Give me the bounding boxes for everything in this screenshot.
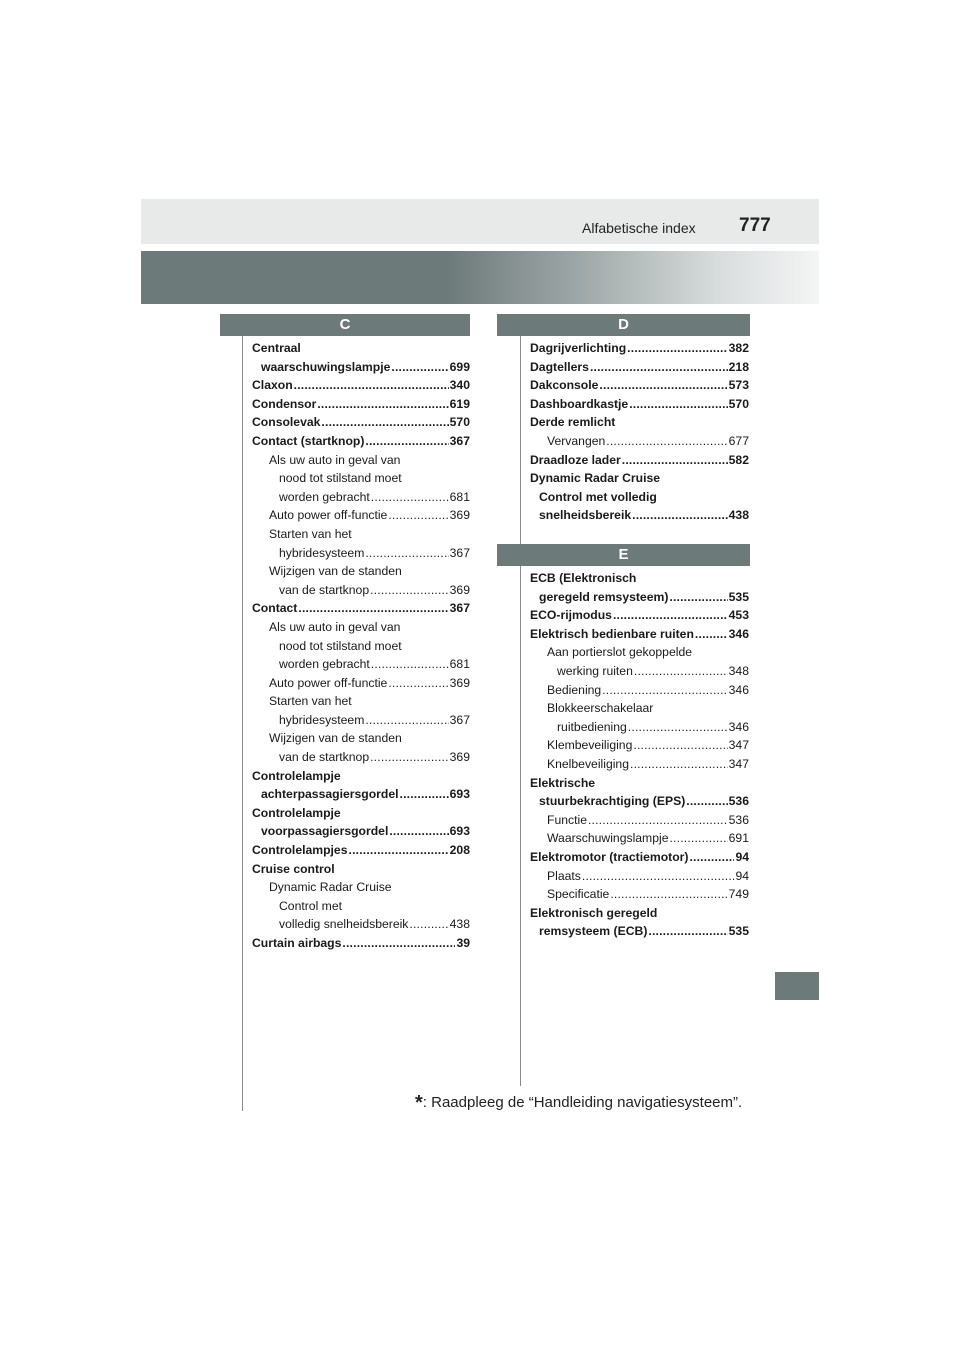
index-entry-page[interactable]: 218 bbox=[728, 359, 749, 374]
index-entry-page[interactable]: 535 bbox=[728, 589, 749, 604]
index-entry-text: ECO-rijmodus bbox=[530, 608, 612, 623]
index-entry-text: Dagrijverlichting bbox=[530, 341, 627, 355]
index-entry bbox=[252, 692, 470, 711]
dot-leader bbox=[365, 711, 448, 730]
index-entry-text: stuurbekrachtiging (EPS) bbox=[539, 794, 686, 809]
index-entry bbox=[530, 922, 749, 941]
dot-leader bbox=[391, 358, 448, 377]
index-entry-text: Vervangen bbox=[547, 433, 606, 448]
column-divider-right bbox=[520, 336, 521, 1086]
index-entry-page[interactable]: 367 bbox=[449, 712, 470, 727]
index-entry-page[interactable]: 536 bbox=[728, 812, 749, 827]
decorative-band bbox=[141, 251, 819, 304]
dot-leader bbox=[388, 506, 448, 525]
dot-leader bbox=[669, 588, 727, 607]
index-entry bbox=[252, 860, 470, 879]
index-entry bbox=[252, 339, 470, 358]
index-entry-text: Specificatie bbox=[547, 887, 610, 902]
index-entry bbox=[252, 934, 470, 953]
index-entry-page[interactable]: 382 bbox=[728, 341, 749, 355]
index-entry-text: hybridesysteem bbox=[279, 712, 365, 727]
index-entry-text: remsysteem (ECB) bbox=[539, 924, 648, 939]
index-entry-text: Wijzigen van de standen bbox=[269, 731, 402, 746]
index-entry bbox=[252, 525, 470, 544]
footnote-marker: * bbox=[415, 1092, 423, 1114]
index-entry-page[interactable]: 369 bbox=[449, 508, 470, 523]
dot-leader bbox=[298, 599, 448, 618]
index-entry-text: voorpassagiersgordel bbox=[261, 824, 389, 839]
index-entry-text: Waarschuwingslampje bbox=[547, 831, 669, 846]
index-entry-page[interactable]: 693 bbox=[449, 824, 470, 839]
dot-leader bbox=[629, 395, 727, 414]
index-entry-page[interactable]: 208 bbox=[449, 843, 470, 858]
index-entry bbox=[530, 376, 749, 395]
index-entry-text: ruitbediening bbox=[557, 719, 627, 734]
dot-leader bbox=[400, 785, 449, 804]
index-entry-text: Dynamic Radar Cruise bbox=[530, 471, 661, 486]
index-entry-text: Dakconsole bbox=[530, 378, 599, 393]
index-entry bbox=[252, 655, 470, 674]
dot-leader bbox=[613, 606, 728, 625]
index-entry-page[interactable]: 453 bbox=[728, 608, 749, 623]
index-entry-text: geregeld remsysteem) bbox=[539, 589, 669, 604]
index-entry-page[interactable]: 369 bbox=[449, 582, 470, 597]
index-entry-text: volledig snelheidsbereik bbox=[279, 917, 409, 932]
index-entry bbox=[252, 618, 470, 637]
index-entry-page[interactable]: 369 bbox=[449, 750, 470, 765]
page-number: 777 bbox=[739, 215, 771, 236]
index-entry bbox=[530, 867, 749, 886]
index-entry-page[interactable]: 367 bbox=[449, 545, 470, 560]
index-entry-page[interactable]: 681 bbox=[449, 489, 470, 504]
dot-leader bbox=[630, 755, 728, 774]
footnote bbox=[415, 1092, 742, 1115]
index-entry bbox=[530, 811, 749, 830]
index-entry bbox=[252, 544, 470, 563]
index-entry-text: van de startknop bbox=[279, 582, 370, 597]
index-entry-page[interactable]: 39 bbox=[456, 936, 470, 950]
dot-leader bbox=[689, 848, 734, 867]
index-entry-page[interactable]: 536 bbox=[728, 794, 749, 809]
index-entry-page[interactable]: 346 bbox=[728, 682, 749, 697]
index-entry-text: Contact bbox=[252, 601, 298, 616]
index-entry-text: Controlelampje bbox=[252, 768, 341, 783]
index-entry-text: Control met volledig bbox=[539, 489, 657, 504]
index-entry-text: Centraal bbox=[252, 341, 301, 355]
dot-leader bbox=[349, 841, 449, 860]
index-entry bbox=[530, 885, 749, 904]
index-entry bbox=[252, 581, 470, 600]
index-entry bbox=[252, 506, 470, 525]
index-entry-text: Curtain airbags bbox=[252, 936, 342, 950]
dot-leader bbox=[317, 395, 448, 414]
index-entry-page[interactable]: 677 bbox=[728, 433, 749, 448]
index-entry bbox=[530, 792, 749, 811]
index-entry-text: snelheidsbereik bbox=[539, 508, 632, 523]
index-entry bbox=[252, 432, 470, 451]
dot-leader bbox=[588, 811, 728, 830]
index-entry-text: Knelbeveiliging bbox=[547, 756, 629, 771]
index-entry-text: waarschuwingslampje bbox=[261, 359, 391, 374]
index-entry bbox=[252, 395, 470, 414]
index-list-d bbox=[530, 339, 749, 525]
dot-leader bbox=[634, 662, 728, 681]
index-entry bbox=[530, 904, 749, 923]
index-entry-page[interactable]: 340 bbox=[449, 378, 470, 393]
dot-leader bbox=[686, 792, 727, 811]
index-entry-text: Als uw auto in geval van bbox=[269, 619, 401, 634]
index-entry-text: Functie bbox=[547, 812, 587, 827]
index-entry-page[interactable]: 348 bbox=[728, 663, 749, 678]
index-entry-text: Aan portierslot gekoppelde bbox=[547, 645, 692, 660]
index-entry bbox=[530, 643, 749, 662]
index-entry bbox=[252, 804, 470, 823]
index-entry-text: Consolevak bbox=[252, 415, 321, 430]
dot-leader bbox=[599, 376, 727, 395]
index-entry bbox=[530, 395, 749, 414]
index-entry-page[interactable]: 570 bbox=[449, 415, 470, 430]
dot-leader bbox=[389, 822, 448, 841]
index-entry bbox=[252, 711, 470, 730]
index-entry-text: Derde remlicht bbox=[530, 415, 616, 430]
index-entry-page[interactable]: 347 bbox=[728, 756, 749, 771]
dot-leader bbox=[622, 451, 728, 470]
dot-leader bbox=[342, 934, 455, 953]
index-entry-page[interactable]: 699 bbox=[449, 359, 470, 374]
index-entry bbox=[530, 848, 749, 867]
index-entry bbox=[252, 469, 470, 488]
index-entry-text: Control met bbox=[279, 898, 342, 913]
index-entry-text: Plaats bbox=[547, 868, 581, 883]
dot-leader bbox=[365, 544, 448, 563]
index-entry bbox=[252, 841, 470, 860]
index-entry bbox=[252, 897, 470, 916]
index-entry-page[interactable]: 346 bbox=[728, 626, 749, 641]
index-entry-text: nood tot stilstand moet bbox=[279, 471, 402, 486]
dot-leader bbox=[371, 488, 449, 507]
index-entry-text: Controlelampjes bbox=[252, 843, 348, 858]
index-entry-text: Bediening bbox=[547, 682, 602, 697]
index-entry-page[interactable]: 367 bbox=[449, 601, 470, 616]
index-entry-text: nood tot stilstand moet bbox=[279, 638, 402, 653]
index-entry-text: werking ruiten bbox=[557, 663, 633, 678]
index-entry-text: Starten van het bbox=[269, 526, 352, 541]
index-entry-page[interactable]: 438 bbox=[728, 508, 749, 523]
index-entry bbox=[530, 588, 749, 607]
index-entry bbox=[252, 451, 470, 470]
index-entry bbox=[252, 767, 470, 786]
dot-leader bbox=[695, 625, 728, 644]
dot-leader bbox=[648, 922, 727, 941]
column-divider-left bbox=[242, 336, 243, 1111]
letter-header-c: C bbox=[220, 314, 470, 336]
index-entry-text: Als uw auto in geval van bbox=[269, 452, 401, 467]
index-entry-text: Contact (startknop) bbox=[252, 433, 365, 448]
index-entry bbox=[252, 748, 470, 767]
dot-leader bbox=[371, 655, 449, 674]
letter-header-e: E bbox=[497, 544, 750, 566]
dot-leader bbox=[632, 506, 728, 525]
index-entry bbox=[530, 606, 749, 625]
dot-leader bbox=[606, 432, 727, 451]
index-entry bbox=[530, 432, 749, 451]
dot-leader bbox=[669, 829, 727, 848]
index-entry bbox=[530, 755, 749, 774]
index-entry-text: Auto power off-functie bbox=[269, 508, 388, 523]
index-entry-page[interactable]: 570 bbox=[728, 396, 749, 411]
index-entry bbox=[252, 488, 470, 507]
index-entry bbox=[530, 488, 749, 507]
index-entry bbox=[252, 878, 470, 897]
index-entry bbox=[530, 358, 749, 377]
dot-leader bbox=[633, 736, 727, 755]
index-entry-text: Cruise control bbox=[252, 861, 335, 876]
index-entry-text: Elektrisch bedienbare ruiten bbox=[530, 626, 694, 641]
dot-leader bbox=[370, 748, 449, 767]
index-entry bbox=[530, 413, 749, 432]
index-entry bbox=[530, 699, 749, 718]
index-entry-page[interactable]: 573 bbox=[728, 378, 749, 393]
index-entry bbox=[252, 358, 470, 377]
index-entry-text: hybridesysteem bbox=[279, 545, 365, 560]
footnote-text: : Raadpleeg de “Handleiding navigatiesysteem”. bbox=[422, 1094, 743, 1111]
index-entry-text: Elektronisch geregeld bbox=[530, 905, 658, 920]
index-entry bbox=[530, 774, 749, 793]
index-entry bbox=[252, 822, 470, 841]
index-entry bbox=[252, 562, 470, 581]
index-entry bbox=[252, 785, 470, 804]
index-entry bbox=[530, 506, 749, 525]
index-entry-page[interactable]: 367 bbox=[449, 433, 470, 448]
index-entry-page[interactable]: 691 bbox=[728, 831, 749, 846]
index-entry-text: Dagtellers bbox=[530, 359, 589, 374]
index-entry bbox=[530, 451, 749, 470]
index-entry bbox=[252, 599, 470, 618]
index-entry bbox=[530, 662, 749, 681]
index-entry-page[interactable]: 535 bbox=[728, 924, 749, 939]
index-entry-text: Dynamic Radar Cruise bbox=[269, 880, 392, 895]
index-entry bbox=[530, 339, 749, 358]
index-entry bbox=[530, 625, 749, 644]
dot-leader bbox=[365, 432, 448, 451]
index-entry-text: Wijzigen van de standen bbox=[269, 564, 402, 579]
index-entry bbox=[252, 376, 470, 395]
index-list-c bbox=[252, 339, 470, 953]
dot-leader bbox=[388, 674, 448, 693]
index-entry-page[interactable]: 438 bbox=[449, 917, 470, 932]
dot-leader bbox=[590, 358, 728, 377]
index-entry-page[interactable]: 582 bbox=[728, 452, 749, 467]
index-entry-page[interactable]: 347 bbox=[728, 738, 749, 753]
dot-leader bbox=[370, 581, 449, 600]
dot-leader bbox=[294, 376, 449, 395]
index-entry bbox=[530, 718, 749, 737]
dot-leader bbox=[627, 339, 727, 358]
index-entry bbox=[530, 569, 749, 588]
index-entry bbox=[252, 637, 470, 656]
dot-leader bbox=[321, 413, 448, 432]
index-entry-text: Draadloze lader bbox=[530, 452, 621, 467]
dot-leader bbox=[602, 681, 727, 700]
index-entry-page[interactable]: 681 bbox=[449, 657, 470, 672]
section-title: Alfabetische index bbox=[582, 220, 696, 236]
index-entry-text: worden gebracht bbox=[279, 657, 370, 672]
index-entry bbox=[252, 729, 470, 748]
index-entry-page[interactable]: 619 bbox=[449, 396, 470, 411]
index-entry-text: ECB (Elektronisch bbox=[530, 571, 637, 585]
index-entry-page[interactable]: 346 bbox=[728, 719, 749, 734]
index-entry-text: Auto power off-functie bbox=[269, 675, 388, 690]
index-entry-text: Starten van het bbox=[269, 694, 352, 709]
index-entry bbox=[530, 681, 749, 700]
index-entry-text: worden gebracht bbox=[279, 489, 370, 504]
index-entry-page[interactable]: 749 bbox=[728, 887, 749, 902]
thumb-tab bbox=[775, 972, 819, 1000]
index-entry-page[interactable]: 693 bbox=[449, 787, 470, 802]
index-entry bbox=[530, 829, 749, 848]
index-entry bbox=[252, 413, 470, 432]
index-entry-text: Dashboardkastje bbox=[530, 396, 629, 411]
index-entry-text: Blokkeerschakelaar bbox=[547, 701, 654, 716]
index-entry-text: Controlelampje bbox=[252, 805, 341, 820]
dot-leader bbox=[610, 885, 727, 904]
index-entry bbox=[530, 736, 749, 755]
index-entry bbox=[252, 674, 470, 693]
index-entry-text: van de startknop bbox=[279, 750, 370, 765]
index-entry-page[interactable]: 94 bbox=[735, 868, 749, 883]
dot-leader bbox=[409, 915, 448, 934]
index-entry-text: Claxon bbox=[252, 378, 293, 393]
index-list-e bbox=[530, 569, 749, 941]
index-entry bbox=[252, 915, 470, 934]
index-entry-text: Elektromotor (tractiemotor) bbox=[530, 849, 689, 864]
index-entry-text: achterpassagiersgordel bbox=[261, 787, 399, 802]
index-entry bbox=[530, 469, 749, 488]
index-entry-page[interactable]: 369 bbox=[449, 675, 470, 690]
index-entry-text: Klembeveiliging bbox=[547, 738, 633, 753]
header-bar bbox=[141, 199, 819, 244]
index-entry-page[interactable]: 94 bbox=[735, 849, 749, 864]
letter-header-d: D bbox=[497, 314, 750, 336]
dot-leader bbox=[582, 867, 735, 886]
index-entry-text: Elektrische bbox=[530, 775, 596, 790]
index-entry-text: Condensor bbox=[252, 396, 317, 411]
dot-leader bbox=[628, 718, 728, 737]
